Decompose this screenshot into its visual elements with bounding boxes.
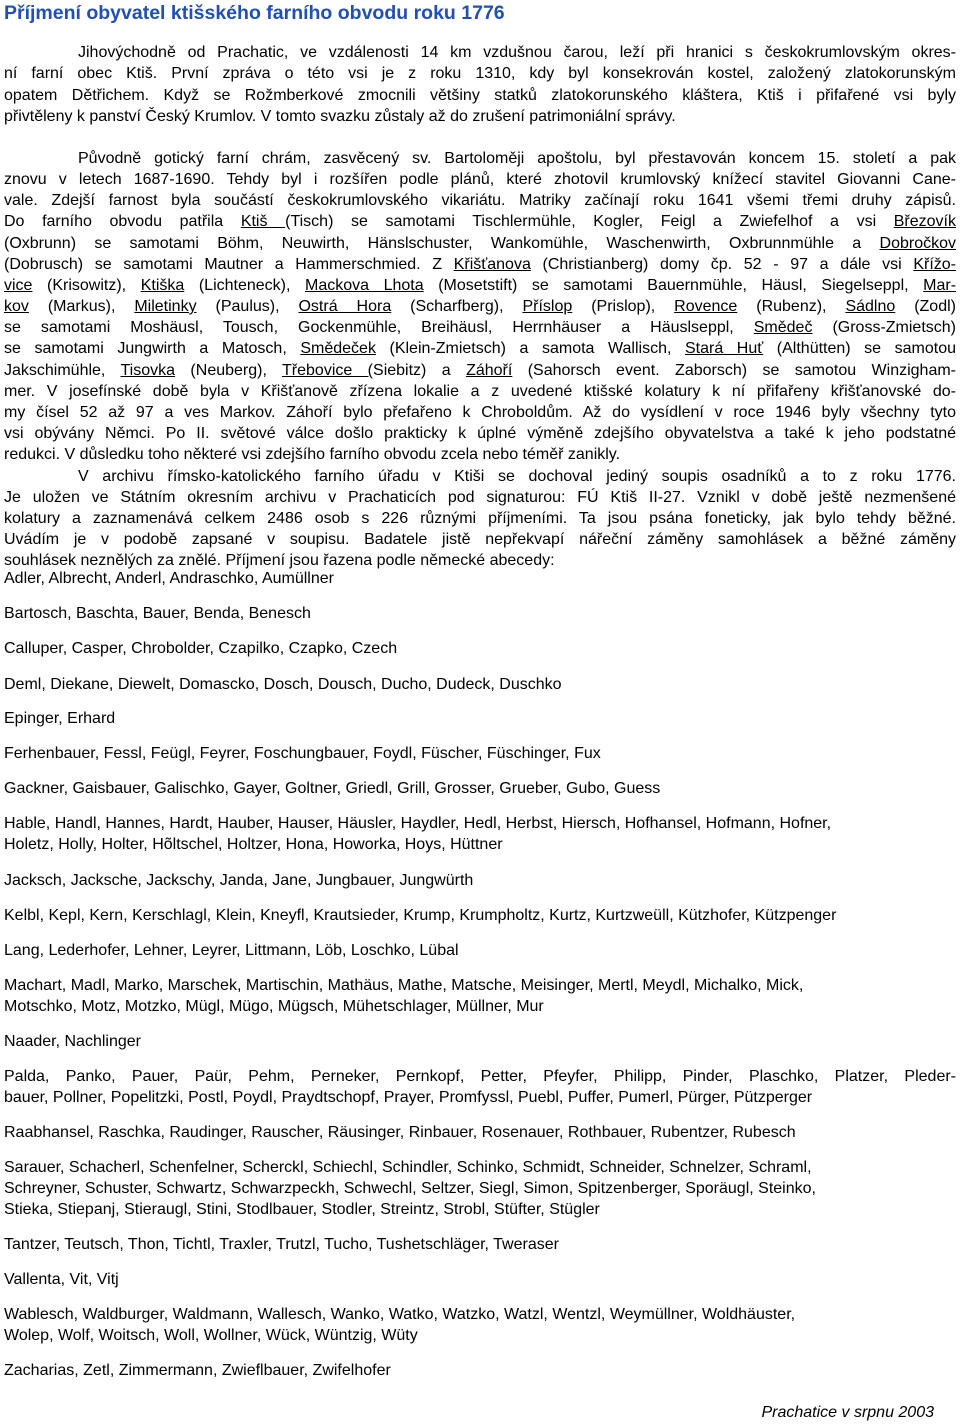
village-link-smedec: Smědeč — [753, 319, 813, 336]
text-line: vsi obývány Němci. Po II. světové válce došlo prakticky k úplné výměně zdejšího obyvatelstva a také k jeho podstatné — [4, 425, 956, 442]
text-line: Je uložen ve Státním okresním archivu v Prachaticích pod signaturou: FÚ Ktiš II-27. Vznikl v době ještě nezmenšené — [4, 489, 956, 506]
village-link-krizovice: Křížo- — [913, 256, 956, 273]
place-date-signature: Prachatice v srpnu 2003 — [761, 1404, 934, 1421]
village-link-trebovice: Třebovice ( — [282, 362, 374, 379]
village-link-mackova-lhota: Mackova Lhota — [305, 277, 424, 294]
text-line: redukci. V důsledku toho některé vsi zdejšího farního obvodu zcela nebo téměř zanikly. — [4, 446, 621, 463]
surname-group-k: Kelbl, Kepl, Kern, Kerschlagl, Klein, Kneyfl, Krautsieder, Krump, Krumpholtz, Kurtz, Kurtzweüll, Kützhofer, Kützpenger — [4, 907, 837, 924]
surname-group-z: Zacharias, Zetl, Zimmermann, Zwieflbauer, Zwifelhofer — [4, 1362, 391, 1379]
surname-group-p: bauer, Pollner, Popelitzki, Postl, Poydl, Praydtschopf, Prayer, Promfyssl, Puebl, Puffer, Pumerl, Pürger, Pützperger — [4, 1089, 813, 1106]
surname-group-p: Palda, Panko, Pauer, Paür, Pehm, Perneker, Pernkopf, Petter, Pfeyfer, Philipp, Pinder, Plaschko, Platzer, Pleder- — [4, 1068, 956, 1085]
surname-group-m: Motschko, Motz, Motzko, Mügl, Mügo, Mügsch, Mühetschlager, Müllner, Mur — [4, 998, 544, 1015]
text-line: souhlásek neznělých za znělé. Příjmení jsou řazena podle německé abecedy: — [4, 552, 555, 569]
village-link-stara-hut: Stará Huť — [684, 340, 764, 357]
surname-group-w: Wolep, Wolf, Woitsch, Woll, Wollner, Wück, Wüntzig, Wüty — [4, 1327, 418, 1344]
surname-group-a: Adler, Albrecht, Anderl, Andraschko, Aumüllner — [4, 570, 334, 587]
surname-group-n: Naader, Nachlinger — [4, 1033, 141, 1050]
text-line: Jakschimühle, Tisovka (Neuberg), Třebovice (Siebitz) a Záhoří (Sahorsch event. Zaborsch) se samotou Winzigham- — [4, 362, 957, 379]
surname-group-h: Hable, Handl, Hannes, Hardt, Hauber, Hauser, Häusler, Haydler, Hedl, Herbst, Hiersch, Hofhansel, Hofmann, Hofner, — [4, 815, 832, 832]
page-title: Příjmení obyvatel ktišského farního obvodu roku 1776 — [4, 2, 505, 24]
text-line: opatem Dětřichem. Když se Rožmberkové zmocnili většiny statků zlatokorunského kláštera, Ktiš i přifařené vsi byly — [4, 87, 956, 104]
surname-group-c: Calluper, Casper, Chrobolder, Czapilko, Czapko, Czech — [4, 640, 398, 657]
village-link-markov: Mar- — [923, 277, 957, 294]
text-line: znovu v letech 1687-1690. Tehdy byl i rozšířen podle plánů, které zhotovil krumlovský knížecí stavitel Giovanni Cane- — [4, 171, 956, 188]
text-line: přivtěleny k panství Český Krumlov. V tomto svazku zůstaly až do zrušení patrimoniální správy. — [4, 108, 676, 125]
village-link-ktiska: Ktiška — [140, 277, 185, 294]
text-line: V archivu římsko-katolického farního úřadu v Ktiši se dochoval jediný soupis osadníků a to z roku 1776. — [78, 468, 956, 485]
village-link-dobrockov: Dobročkov — [879, 235, 956, 252]
text-line: se samotami Jungwirth a Matosch, Smědeček (Klein-Zmietsch) a samota Wallisch, Stará Huť (Althütten) se samotou — [4, 340, 957, 357]
surname-group-s: Sarauer, Schacherl, Schenfelner, Scherckl, Schiechl, Schindler, Schinko, Schmidt, Schneider, Schnelzer, Schraml, — [4, 1159, 812, 1176]
text-line: kolatury a zaznamenává celkem 2486 osob s 226 různými příjmeními. Ta jsou psána foneticky, jak bylo tehdy běžné. — [4, 510, 956, 527]
village-link-miletinky: Miletinky — [134, 298, 197, 315]
surname-group-t: Tantzer, Teutsch, Thon, Tichtl, Traxler, Trutzl, Tucho, Tushetschläger, Tweraser — [4, 1236, 559, 1253]
text-line: my čísel 52 až 97 a ves Markov. Záhoří bylo přefařeno k Chroboldům. Až do vysídlení v roce 1946 byly všechny tyto — [4, 404, 956, 421]
surname-group-d: Deml, Diekane, Diewelt, Domascko, Dosch, Dousch, Ducho, Dudeck, Duschko — [4, 676, 562, 693]
text-line: Původně gotický farní chrám, zasvěcený sv. Bartoloměji apoštolu, byl přestavován koncem 15. století a pak — [78, 150, 956, 167]
village-link-ktis: Ktiš — [240, 213, 286, 230]
village-link-brezovik: Březovík — [893, 213, 956, 230]
surname-group-w: Wablesch, Waldburger, Waldmann, Wallesch, Wanko, Watko, Watzko, Watzl, Wentzl, Weymüllner, Woldhäuster, — [4, 1306, 796, 1323]
text-line: (Oxbrunn) se samotami Böhm, Neuwirth, Hänslschuster, Wankomühle, Waschenwirth, Oxbrunnmühle a Dobročkov — [4, 235, 956, 252]
text-line: se samotami Moshäusl, Tousch, Gockenmühle, Breihäusl, Herrnhäuser a Häuslseppl, Smědeč (Gross-Zmietsch) — [4, 319, 957, 336]
text-line: vice (Krisowitz), Ktiška (Lichteneck), Mackova Lhota (Mosetstift) se samotami Bauernmühle, Häusl, Siegelseppl, Mar- — [4, 277, 957, 294]
village-link-prislop: Příslop — [522, 298, 573, 315]
surname-group-j: Jacksch, Jacksche, Jackschy, Janda, Jane, Jungbauer, Jungwürth — [4, 872, 474, 889]
surname-group-m: Machart, Madl, Marko, Marschek, Martischin, Mathäus, Mathe, Matsche, Meisinger, Mertl, Meydl, Michalko, Mick, — [4, 977, 804, 994]
village-link-rovence: Rovence — [674, 298, 738, 315]
village-link-smedecek: Smědeček — [300, 340, 376, 357]
text-line: Uvádím je v podobě zapsané v soupisu. Badatele jistě nepřekvapí nářeční záměny samohlásek a běžné záměny — [4, 531, 956, 548]
text-line: (Dobrusch) se samotami Mautner a Hammerschmied. Z Křišťanova (Christianberg) domy čp. 52 - 97 a dále vsi Křížo- — [4, 256, 956, 273]
surname-group-f: Ferhenbauer, Fessl, Feügl, Feyrer, Foschungbauer, Foydl, Füscher, Füschinger, Fux — [4, 745, 601, 762]
text-line: mer. V josefínské době byla v Křišťanově zřízena lokalie a z uvedené ktišské kolatury k ní přifařeny křišťanovské do- — [4, 383, 956, 400]
surname-group-s: Schreyner, Schuster, Schwartz, Schwarzpeckh, Schwechl, Seltzer, Siegl, Simon, Spitzenberger, Sporäugl, Steinko, — [4, 1180, 816, 1197]
surname-group-g: Gackner, Gaisbauer, Galischko, Gayer, Goltner, Griedl, Grill, Grosser, Grueber, Gubo, Guess — [4, 780, 661, 797]
village-link-ostra-hora: Ostrá Hora — [298, 298, 392, 315]
text-line: Do farního obvodu patřila Ktiš (Tisch) se samotami Tischlermühle, Kogler, Feigl a Zwiefelhof a vsi Březovík — [4, 213, 956, 230]
village-link-sadlno: Sádlno — [845, 298, 896, 315]
village-link-krizovice: vice — [4, 277, 33, 294]
surname-group-l: Lang, Lederhofer, Lehner, Leyrer, Littmann, Löb, Loschko, Lübal — [4, 942, 459, 959]
text-line: Jihovýchodně od Prachatic, ve vzdálenosti 14 km vzdušnou čarou, leží při hranici s českokrumlovským okres- — [78, 44, 956, 61]
text-line: ní farní obec Ktiš. První zpráva o této vsi je z roku 1310, kdy byl konsekrován kostel, založený zlatokorunským — [4, 65, 956, 82]
surname-group-s: Stieka, Stiepanj, Stieraugl, Stini, Stodlbauer, Stodler, Streintz, Strobl, Stüfter, Stügler — [4, 1201, 600, 1218]
surname-group-b: Bartosch, Baschta, Bauer, Benda, Benesch — [4, 605, 311, 622]
village-link-zahori: Záhoří — [466, 362, 513, 379]
village-link-tisovka: Tisovka — [120, 362, 176, 379]
text-line: vale. Zdejší farnost byla součástí českokrumlovského vikariátu. Matriky začínají roku 1641 všemi třemi druhy zápisů. — [4, 192, 956, 209]
surname-group-v: Vallenta, Vit, Vitj — [4, 1271, 119, 1288]
surname-group-e: Epinger, Erhard — [4, 710, 116, 727]
text-line: kov (Markus), Miletinky (Paulus), Ostrá Hora (Scharfberg), Příslop (Prislop), Rovence (Rubenz), Sádlno (Zodl) — [4, 298, 956, 315]
surname-group-r: Raabhansel, Raschka, Raudinger, Rauscher, Räusinger, Rinbauer, Rosenauer, Rothbauer, Rubentzer, Rubesch — [4, 1124, 796, 1141]
village-link-markov: kov — [4, 298, 29, 315]
surname-group-h: Holetz, Holly, Holter, Hõltschel, Holtzer, Hona, Howorka, Hoys, Hüttner — [4, 836, 503, 853]
village-link-kristanov: Křišťanova — [453, 256, 531, 273]
